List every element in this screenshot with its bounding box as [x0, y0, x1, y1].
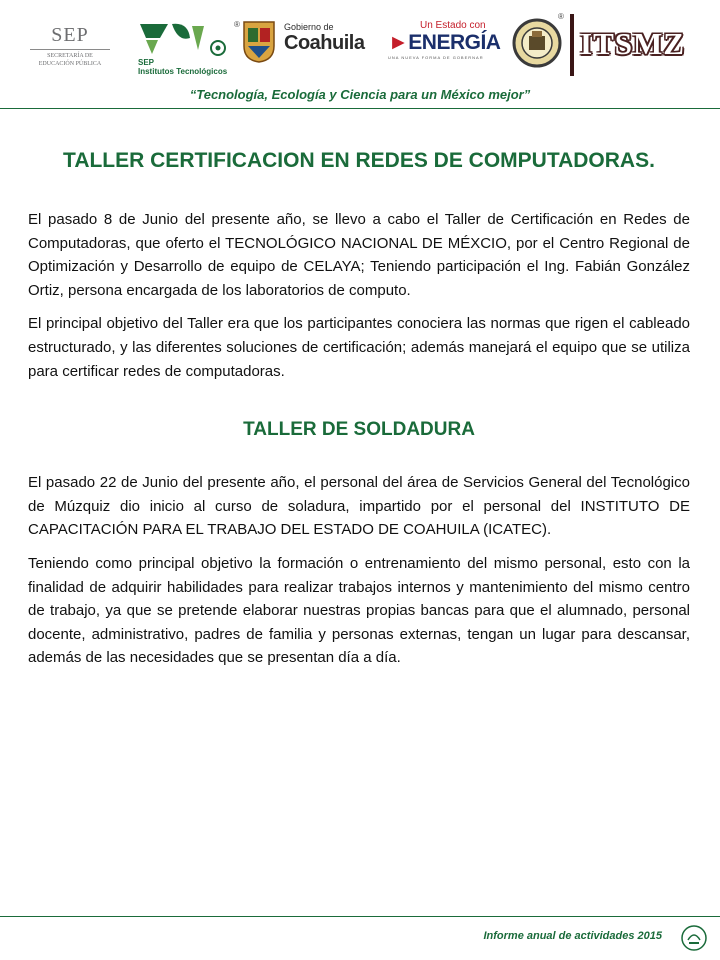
- sep-logo-line1: SECRETARÍA DE: [47, 53, 93, 59]
- article-1-title: TALLER CERTIFICACION EN REDES DE COMPUTADORAS.: [63, 149, 655, 172]
- coahuila-shield-icon: [242, 20, 276, 64]
- header-rule: [0, 108, 720, 109]
- energia-arrow-icon: ►: [388, 31, 409, 54]
- sep-logo: [20, 24, 120, 68]
- energia-top-label: Un Estado con: [420, 20, 486, 31]
- footer-emblem-icon: [680, 924, 708, 952]
- registered-mark: ®: [234, 20, 240, 29]
- estado-energia-logo: [388, 20, 508, 60]
- itsmz-divider: [570, 14, 574, 76]
- institutos-tecnologicos-logo: [138, 20, 240, 78]
- itsmz-registered-mark: ®: [558, 12, 564, 21]
- itsmz-seal-icon: [512, 18, 562, 68]
- article-1-paragraph-1: El pasado 8 de Junio del presente año, se llevo a cabo el Taller de Certificación en Redes de Computadoras, que oferto el TECNOLÓGICO NACIONAL DE MÉXCIO, por el Centro Regional de Optimización y Desarrollo de equipo de CELAYA; Teniendo participación el Ing. Fabián González Ortiz, persona encargada de los laboratorios de computo.: [28, 211, 690, 299]
- sep-logo-title: SEP: [51, 24, 89, 46]
- gobierno-de-label: Gobierno de: [284, 22, 334, 32]
- energia-tagline: UNA NUEVA FORMA DE GOBERNAR: [388, 55, 484, 60]
- institutos-sep-label: SEP: [138, 58, 155, 67]
- footer-rule: [0, 916, 720, 917]
- sep-logo-line2: EDUCACIÓN PÚBLICA: [38, 61, 102, 67]
- institutos-tecnologicos-emblem-icon: [138, 20, 228, 58]
- footer-report-label: Informe anual de actividades 2015: [483, 930, 662, 942]
- institutos-tecnologicos-label: Institutos Tecnológicos: [138, 67, 228, 76]
- energia-label: ENERGÍA: [408, 31, 501, 54]
- article-1-paragraph-2: El principal objetivo del Taller era que los participantes conociera las normas que rigen el cableado estructurado, y las diferentes soluciones de certificación; además manejará el equipo que se utiliza para certificar redes de computadoras.: [28, 315, 690, 380]
- page-header: [0, 0, 720, 110]
- itsmz-logo: ITSMZ: [580, 26, 685, 61]
- page-content: [28, 146, 690, 670]
- article-2-paragraph-2: Teniendo como principal objetivo la formación o entrenamiento del mismo personal, esto con la finalidad de adquirir habilidades para realizar trabajos internos y mantenimiento del mismo centro de trabajo, ya que se pretende elaborar nuestras propias bancas para que el alumnado, personal docente, administrativo, padres de familia y personas externas, tengan un lugar para descansar, además de las necesidades que se presentan día a día.: [28, 554, 690, 667]
- article-2-title: TALLER DE SOLDADURA: [243, 419, 475, 441]
- article-2-paragraph-1: El pasado 22 de Junio del presente año, el personal del área de Servicios General del Tecnológico de Múzquiz dio inicio al curso de soladura, impartido por el personal del INSTITUTO DE CAPACITACIÓN PARA EL TRABAJO DEL ESTADO DE COAHUILA (ICATEC).: [28, 474, 690, 539]
- coahuila-label: Coahuila: [284, 32, 365, 54]
- logo-strip: [20, 14, 700, 82]
- header-slogan: “Tecnología, Ecología y Ciencia para un México mejor”: [189, 87, 531, 102]
- gobierno-coahuila-logo: [284, 22, 364, 55]
